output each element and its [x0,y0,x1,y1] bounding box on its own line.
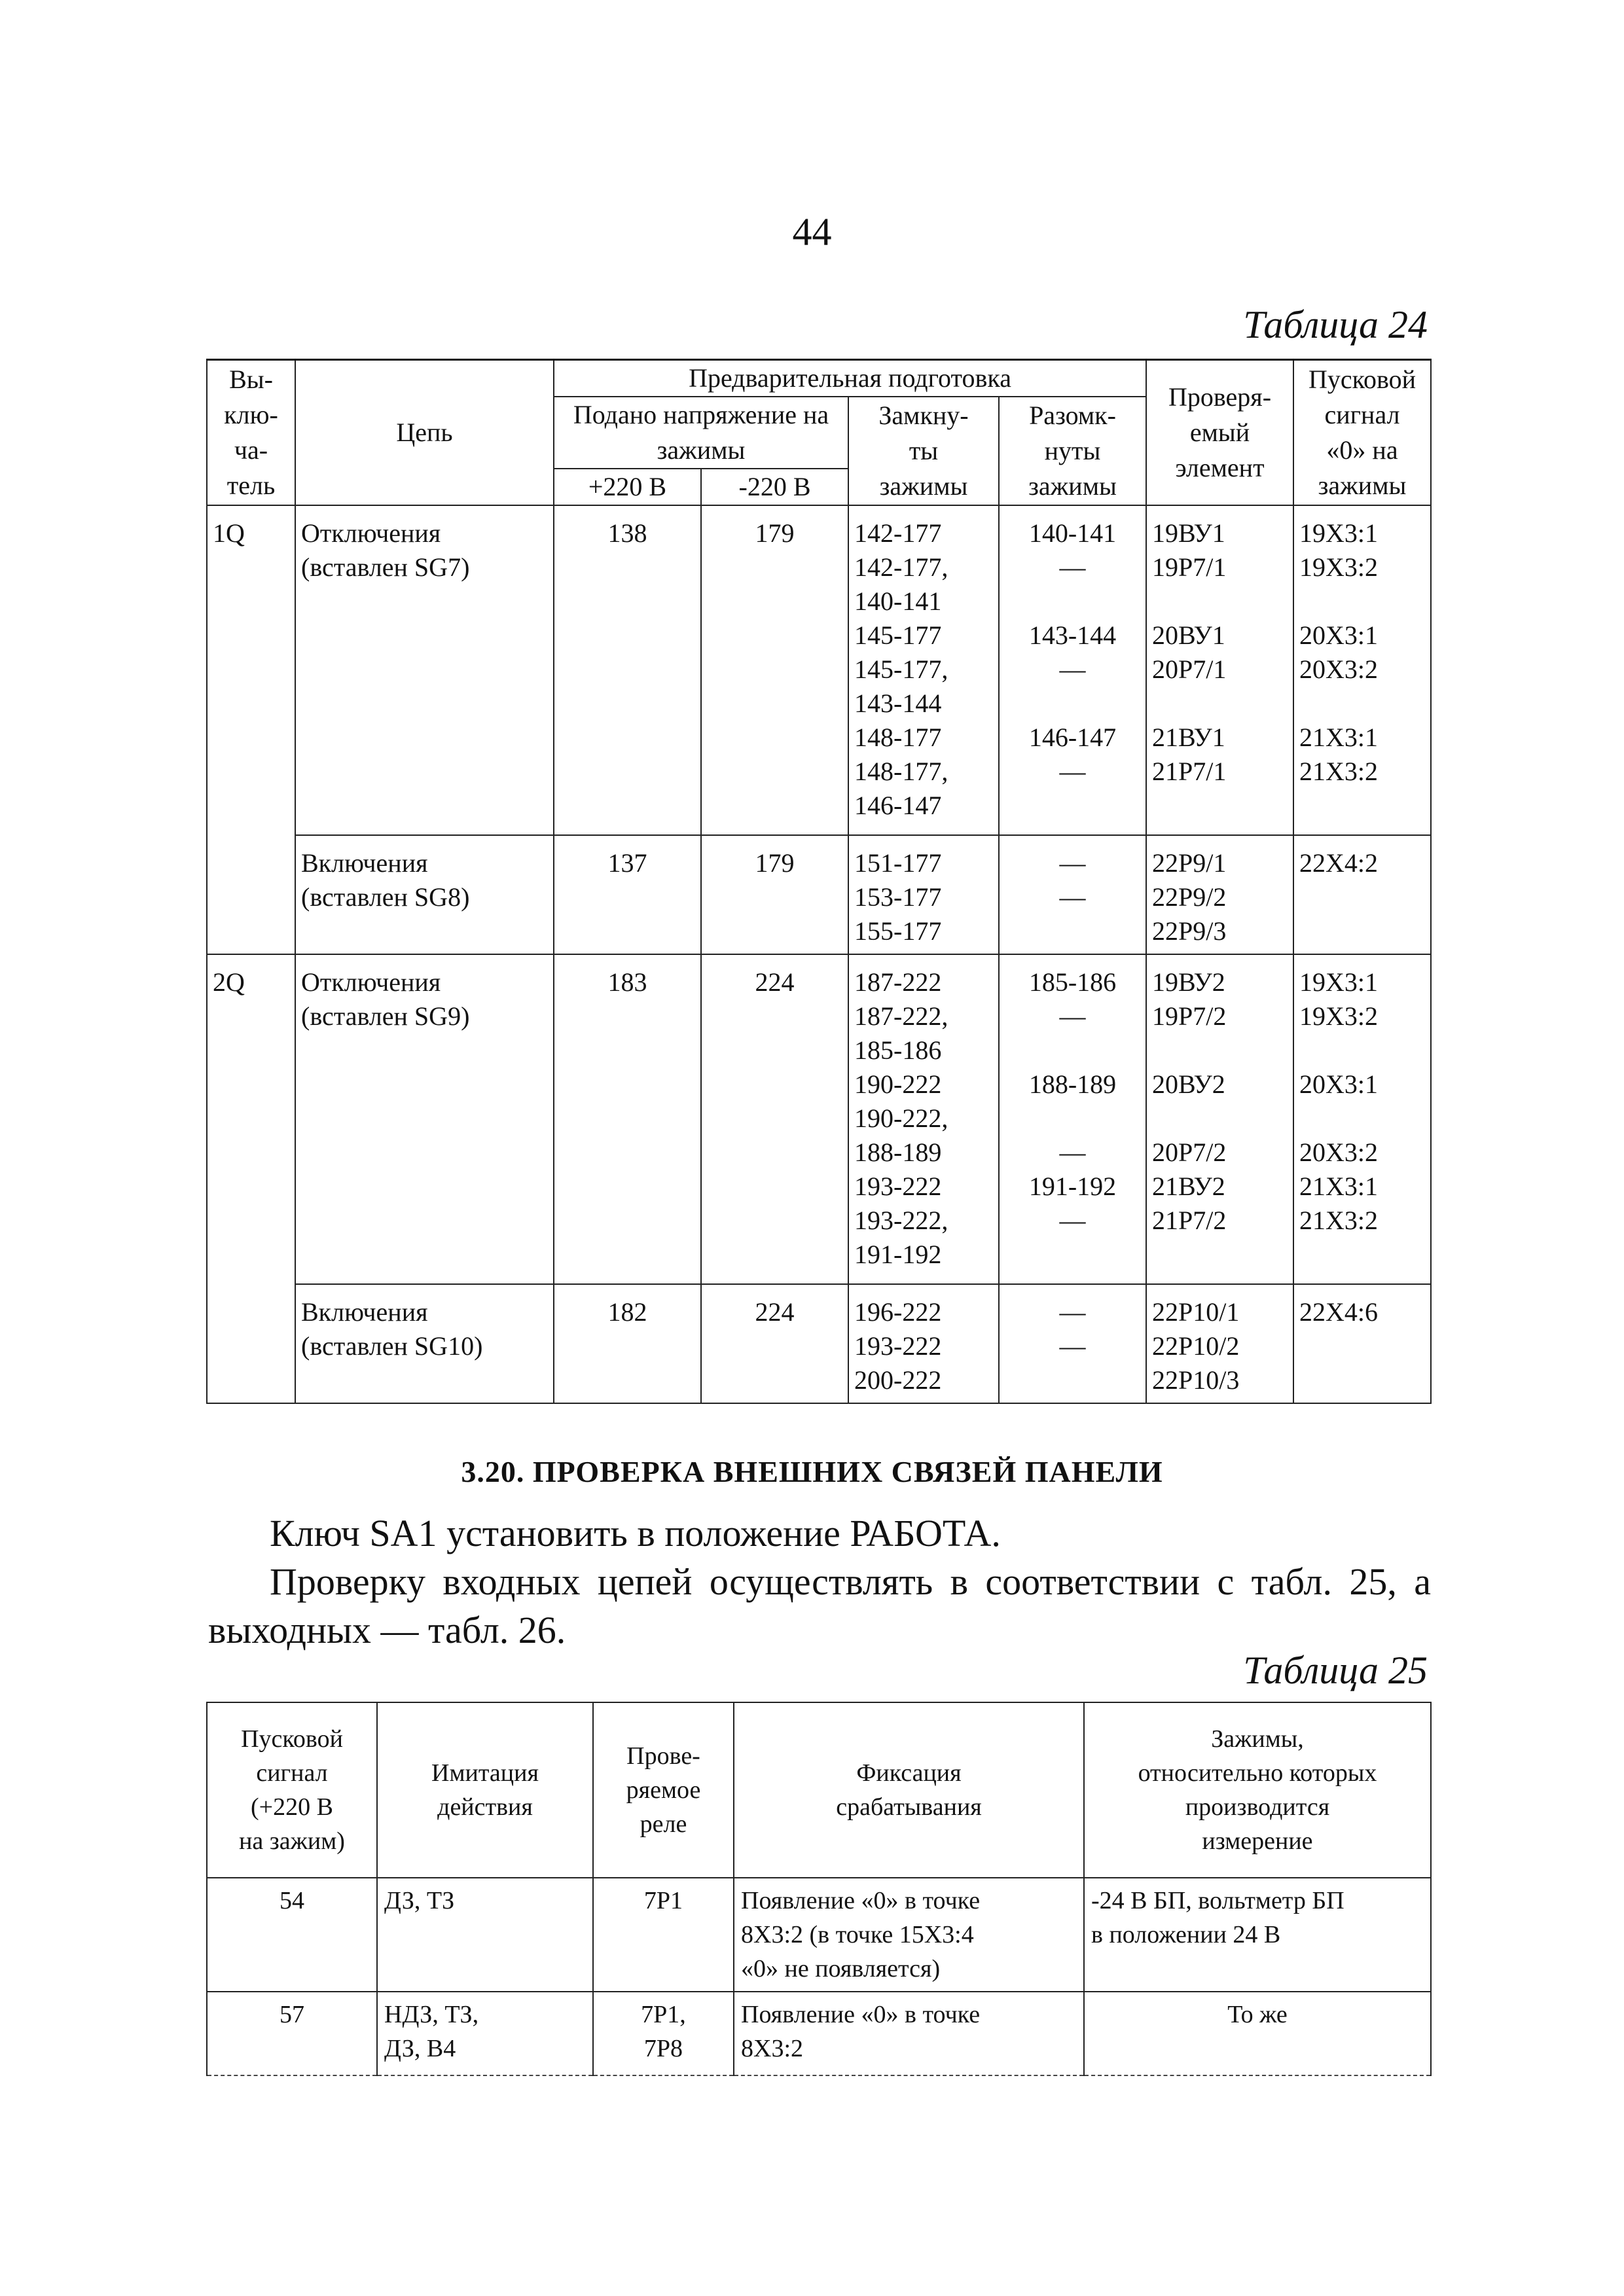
cell-signal: 22Х4:6 [1293,1284,1431,1403]
cell-closed: 187-222 187-222, 185-186 190-222 190-222, 188-189 193-222 193-222, 191-192 [848,954,999,1284]
cell-opened: — — [999,835,1146,954]
header-terminals: Зажимы, относительно которых производится измерение [1084,1702,1431,1878]
cell-signal: 54 [207,1878,377,1992]
header-circuit: Цепь [295,360,554,506]
table-24 [206,359,1432,1404]
table-row [207,835,1431,954]
table-row [207,1992,1431,2075]
cell-element: 19ВУ1 19Р7/1 20ВУ1 20Р7/1 21ВУ1 21Р7/1 [1146,505,1293,835]
table24-caption: Таблица 24 [1243,303,1428,346]
cell-plus: 183 [554,954,701,1284]
cell-circuit: Включения (вставлен SG10) [295,1284,554,1403]
table25-caption: Таблица 25 [1243,1649,1428,1692]
cell-switch: 2Q [207,954,295,1403]
header-minus220: -220 В [701,469,848,505]
table-25 [206,1702,1432,2076]
cell-fixation: Появление «0» в точке 8Х3:2 [734,1992,1084,2075]
cell-opened: 140-141 — 143-144 — 146-147 — [999,505,1146,835]
header-checked-element: Проверя- емый элемент [1146,360,1293,506]
cell-circuit: Отключения (вставлен SG9) [295,954,554,1284]
header-closed: Замкну- ты зажимы [848,397,999,505]
cell-opened: 185-186 — 188-189 — 191-192 — [999,954,1146,1284]
paragraph-key-setting: Ключ SA1 установить в положение РАБОТА. [270,1512,1001,1554]
cell-plus: 137 [554,835,701,954]
page-number: 44 [792,210,832,253]
table-row [207,1284,1431,1403]
header-opened: Разомк- нуты зажимы [999,397,1146,505]
cell-closed: 151-177 153-177 155-177 [848,835,999,954]
cell-signal: 22Х4:2 [1293,835,1431,954]
cell-fixation: Появление «0» в точке 8Х3:2 (в точке 15Х3:4 «0» не появляется) [734,1878,1084,1992]
cell-signal: 19Х3:1 19Х3:2 20Х3:1 20Х3:2 21Х3:1 21Х3:2 [1293,954,1431,1284]
header-plus220: +220 В [554,469,701,505]
cell-plus: 182 [554,1284,701,1403]
header-voltage: Подано напряжение на зажимы [554,397,848,469]
cell-circuit: Отключения (вставлен SG7) [295,505,554,835]
cell-minus: 179 [701,835,848,954]
cell-signal: 19Х3:1 19Х3:2 20Х3:1 20Х3:2 21Х3:1 21Х3:2 [1293,505,1431,835]
table-row [207,954,1431,1284]
cell-terminals: -24 В БП, вольтметр БП в положении 24 В [1084,1878,1431,1992]
header-fixation: Фиксация срабатывания [734,1702,1084,1878]
cell-minus: 224 [701,954,848,1284]
table-row [207,505,1431,835]
section-heading: 3.20. ПРОВЕРКА ВНЕШНИХ СВЯЗЕЙ ПАНЕЛИ [461,1455,1163,1488]
cell-relay: 7Р1, 7Р8 [593,1992,734,2075]
cell-minus: 179 [701,505,848,835]
header-imitation: Имитация действия [377,1702,593,1878]
paragraph-check-circuits: Проверку входных цепей осуществлять в соответствии с табл. 25, а выходных — табл. 26. [208,1560,1431,1651]
cell-switch: 1Q [207,505,295,954]
cell-minus: 224 [701,1284,848,1403]
cell-imitation: ДЗ, ТЗ [377,1878,593,1992]
header-switch: Вы- клю- ча- тель [207,360,295,506]
cell-signal: 57 [207,1992,377,2075]
table-row [207,1878,1431,1992]
cell-relay: 7Р1 [593,1878,734,1992]
header-prep: Предварительная подготовка [554,360,1146,397]
header-relay: Прове- ряемое реле [593,1702,734,1878]
header-signal: Пусковой сигнал (+220 В на зажим) [207,1702,377,1878]
cell-imitation: НДЗ, ТЗ, ДЗ, В4 [377,1992,593,2075]
cell-element: 22Р10/1 22Р10/2 22Р10/3 [1146,1284,1293,1403]
cell-element: 22Р9/1 22Р9/2 22Р9/3 [1146,835,1293,954]
cell-element: 19ВУ2 19Р7/2 20ВУ2 20Р7/2 21ВУ2 21Р7/2 [1146,954,1293,1284]
cell-circuit: Включения (вставлен SG8) [295,835,554,954]
cell-opened: — — [999,1284,1146,1403]
cell-closed: 196-222 193-222 200-222 [848,1284,999,1403]
header-start-signal: Пусковой сигнал «0» на зажимы [1293,360,1431,506]
cell-plus: 138 [554,505,701,835]
cell-terminals: То же [1084,1992,1431,2075]
cell-closed: 142-177 142-177, 140-141 145-177 145-177, 143-144 148-177 148-177, 146-147 [848,505,999,835]
